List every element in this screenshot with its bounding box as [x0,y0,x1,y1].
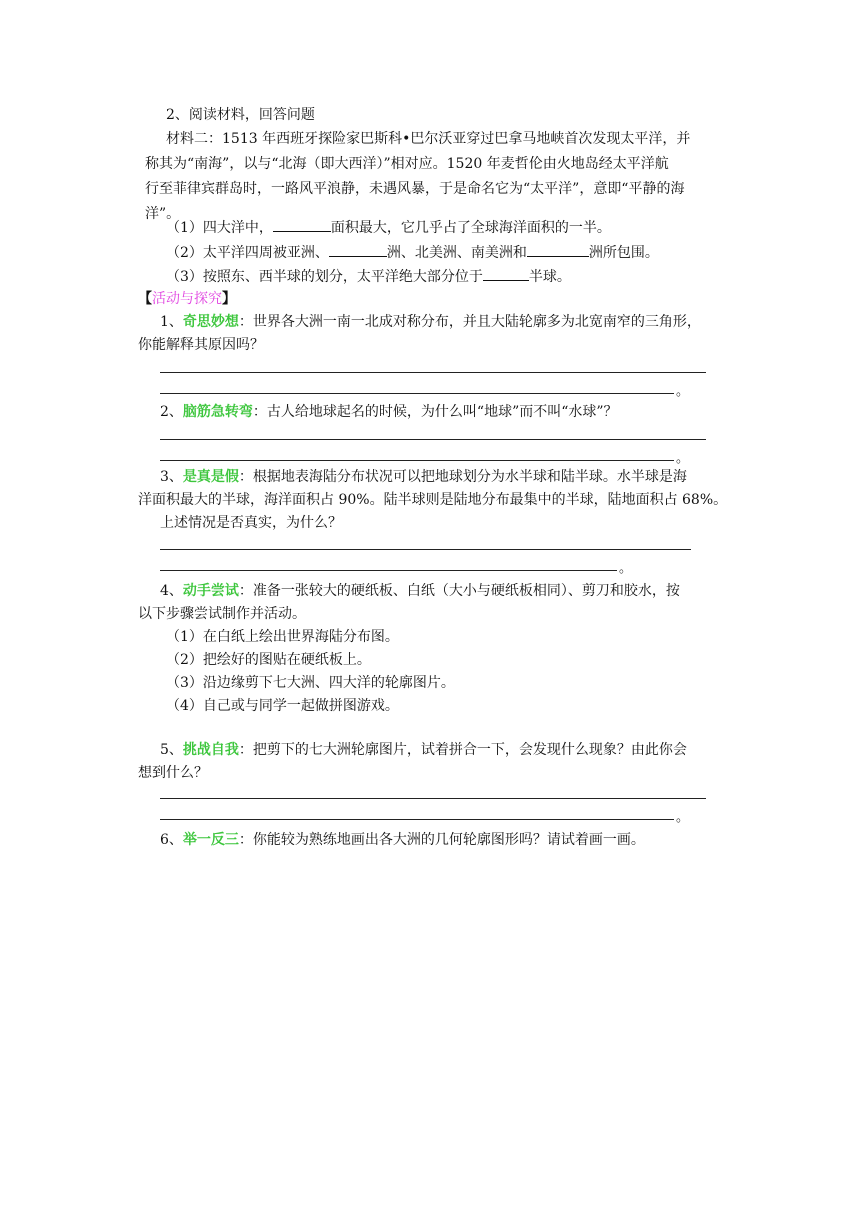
answer-blank[interactable] [527,242,589,257]
material-line: 行至菲律宾群岛时，一路风平浪静，未遇风暴，于是命名它为“太平洋”，意即“平静的海 [145,181,685,197]
step-item: （3）沿边缘剪下七大洲、四大洋的轮廓图片。 [166,675,455,691]
activity-keyword: 奇思妙想 [182,314,239,330]
answer-line[interactable] [160,819,674,820]
subquestion-text: （1）四大洋中， [166,220,273,236]
activity-3-question: 上述情况是否真实，为什么？ [160,515,342,531]
step-item: （1）在白纸上绘出世界海陆分布图。 [166,629,399,645]
subquestion-3 [166,266,571,287]
activity-text: ：世界各大洲一南一北成对称分布，并且大陆轮廓多为北宽南窄的三角形， [238,314,701,330]
activity-6 [160,830,645,850]
item-number: 4、 [160,583,183,599]
activity-text: ：把剪下的七大洲轮廓图片，试着拼合一下，会发现什么现象？由此你会 [238,742,687,758]
item-number: 3、 [160,469,183,485]
activity-keyword: 脑筋急转弯 [182,404,253,420]
material-line: 洋”。 [145,206,181,222]
activity-3 [160,467,687,487]
activity-1-cont: 你能解释其原因吗？ [138,337,264,353]
material-line: 材料二：1513 年西班牙探险家巴斯科•巴尔沃亚穿过巴拿马地峡首次发现太平洋，并 [166,131,691,147]
subquestion-text: 洲、北美洲、南美洲和 [386,245,527,261]
activity-1 [160,312,701,332]
activity-5-cont: 想到什么？ [138,765,208,781]
bracket-left: 【 [138,291,152,307]
item-number: 1、 [160,314,183,330]
subquestion-text: 洲所包围。 [588,245,659,261]
answer-line[interactable] [160,549,691,550]
activity-text: ：准备一张较大的硬纸板、白纸（大小与硬纸板相同）、剪刀和胶水，按 [238,583,680,599]
end-mark: 。 [676,384,690,399]
activity-keyword: 动手尝试 [182,583,239,599]
section-heading [138,289,236,309]
activity-4 [160,581,680,601]
activity-text: ：你能较为熟练地画出各大洲的几何轮廓图形吗？请试着画一画。 [238,832,645,848]
end-mark: 。 [619,561,633,576]
answer-line[interactable] [160,798,706,799]
step-item: （4）自己或与同学一起做拼图游戏。 [166,698,399,714]
answer-blank[interactable] [483,266,529,281]
activity-4-cont: 以下步骤尝试制作并活动。 [138,606,306,622]
activity-keyword: 是真是假 [182,469,239,485]
item-number: 6、 [160,832,183,848]
item-number: 5、 [160,742,183,758]
activity-3-cont: 洋面积最大的半球，海洋面积占 90%。陆半球则是陆地分布最集中的半球，陆地面积占 68%。 [138,492,728,508]
item-number: 2、 [160,404,183,420]
bracket-right: 】 [222,291,236,307]
section-title: 活动与探究 [152,291,222,307]
answer-line[interactable] [160,460,674,461]
activity-keyword: 举一反三 [182,832,239,848]
material-line: 称其为“南海”，以与“北海（即大西洋）”相对应。1520 年麦哲伦由火地岛经太平洋航 [145,156,669,172]
subquestion-2 [166,242,659,263]
activity-keyword: 挑战自我 [182,742,239,758]
question-title: 2、阅读材料，回答问题 [166,107,315,123]
answer-line[interactable] [160,372,706,373]
activity-5 [160,740,687,760]
activity-text: ：古人给地球起名的时候，为什么叫“地球”而不叫“水球”？ [252,404,618,420]
activity-text: ：根据地表海陆分布状况可以把地球划分为水半球和陆半球。水半球是海 [238,469,687,485]
subquestion-1 [166,217,611,238]
subquestion-text: （3）按照东、西半球的划分，太平洋绝大部分位于 [166,269,483,285]
end-mark: 。 [676,810,690,825]
activity-2 [160,402,618,422]
answer-line[interactable] [160,570,617,571]
step-item: （2）把绘好的图贴在硬纸板上。 [166,652,371,668]
answer-line[interactable] [160,393,674,394]
subquestion-text: （2）太平洋四周被亚洲、 [166,245,329,261]
answer-blank[interactable] [273,217,331,232]
subquestion-text: 面积最大，它几乎占了全球海洋面积的一半。 [330,220,611,236]
end-mark: 。 [676,451,690,466]
answer-blank[interactable] [329,242,387,257]
subquestion-text: 半球。 [528,269,571,285]
answer-line[interactable] [160,439,706,440]
